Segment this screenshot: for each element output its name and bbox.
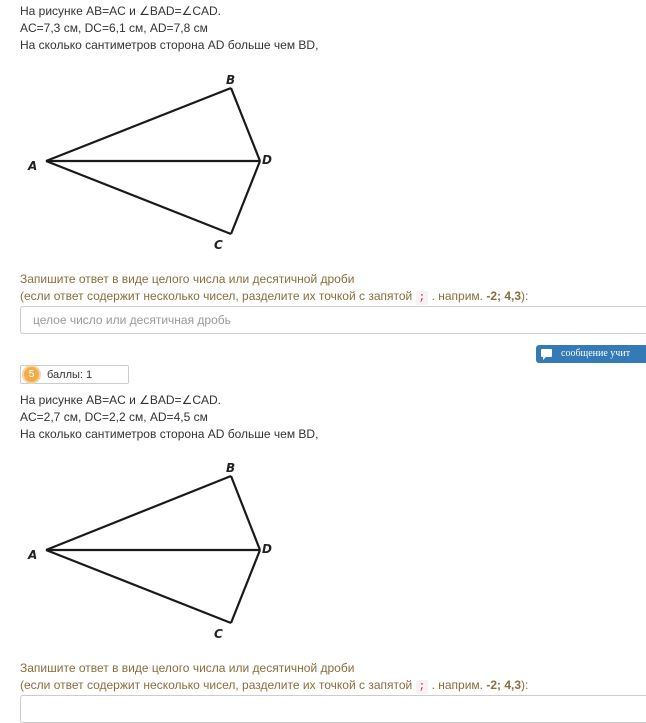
task1-figure: [0, 65, 300, 255]
segment-ab: [46, 88, 231, 161]
segment-bd: [231, 476, 260, 550]
task2-example: -2; 4,3: [486, 678, 522, 692]
task2-line2: AC=2,7 см, DC=2,2 см, AD=4,5 см: [20, 410, 208, 424]
task2-semicolon-code: ;: [416, 680, 429, 694]
comment-icon: [541, 349, 552, 357]
label-d: D: [262, 542, 272, 556]
label-c: C: [214, 627, 223, 641]
task1-instruction2-pre: (если ответ содержит несколько чисел, разделите их точкой с запятой: [20, 289, 413, 303]
segment-ac: [46, 161, 231, 234]
task1-example: -2; 4,3: [486, 289, 522, 303]
label-a: A: [28, 159, 38, 173]
task2-instruction2: [20, 677, 528, 694]
points-label: баллы: 1: [47, 368, 93, 381]
label-c: C: [214, 238, 223, 252]
segment-ac: [46, 550, 231, 623]
task2-answer-input[interactable]: [20, 695, 646, 723]
task1-answer-input[interactable]: [20, 306, 646, 334]
label-b: B: [226, 73, 236, 87]
task1-instruction2: [20, 288, 528, 305]
segment-bd: [231, 88, 260, 161]
label-b: B: [226, 461, 236, 475]
segment-cd: [231, 550, 260, 623]
message-button-label: сообщение учит: [561, 348, 631, 359]
task-number-badge: 5: [24, 367, 39, 382]
task1-instruction2-mid: . наприм.: [431, 289, 483, 303]
task1-semicolon-code: ;: [416, 291, 429, 305]
segment-cd: [231, 161, 260, 234]
task2-line1: На рисунке AB=AC и ∠BAD=∠CAD.: [20, 393, 221, 407]
task2-instruction2-mid: . наприм.: [431, 678, 483, 692]
task1-line3: На сколько сантиметров сторона AD больше чем BD,: [20, 38, 319, 52]
message-teacher-button[interactable]: [536, 345, 646, 363]
label-a: A: [28, 548, 38, 562]
task1-instruction1: Запишите ответ в виде целого числа или десятичной дроби: [20, 272, 355, 286]
segment-ab: [46, 476, 231, 550]
task1-line1: На рисунке AB=AC и ∠BAD=∠CAD.: [20, 4, 221, 18]
task2-instruction2-end: ):: [521, 678, 529, 692]
task1-line2: AC=7,3 см, DC=6,1 см, AD=7,8 см: [20, 21, 208, 35]
task1-instruction2-end: ):: [521, 289, 529, 303]
task2-line3: На сколько сантиметров сторона AD больше чем BD,: [20, 427, 319, 441]
task2-figure: [0, 453, 300, 643]
label-d: D: [262, 153, 272, 167]
points-badge: [20, 365, 129, 384]
task2-instruction1: Запишите ответ в виде целого числа или десятичной дроби: [20, 661, 355, 675]
task2-instruction2-pre: (если ответ содержит несколько чисел, разделите их точкой с запятой: [20, 678, 413, 692]
